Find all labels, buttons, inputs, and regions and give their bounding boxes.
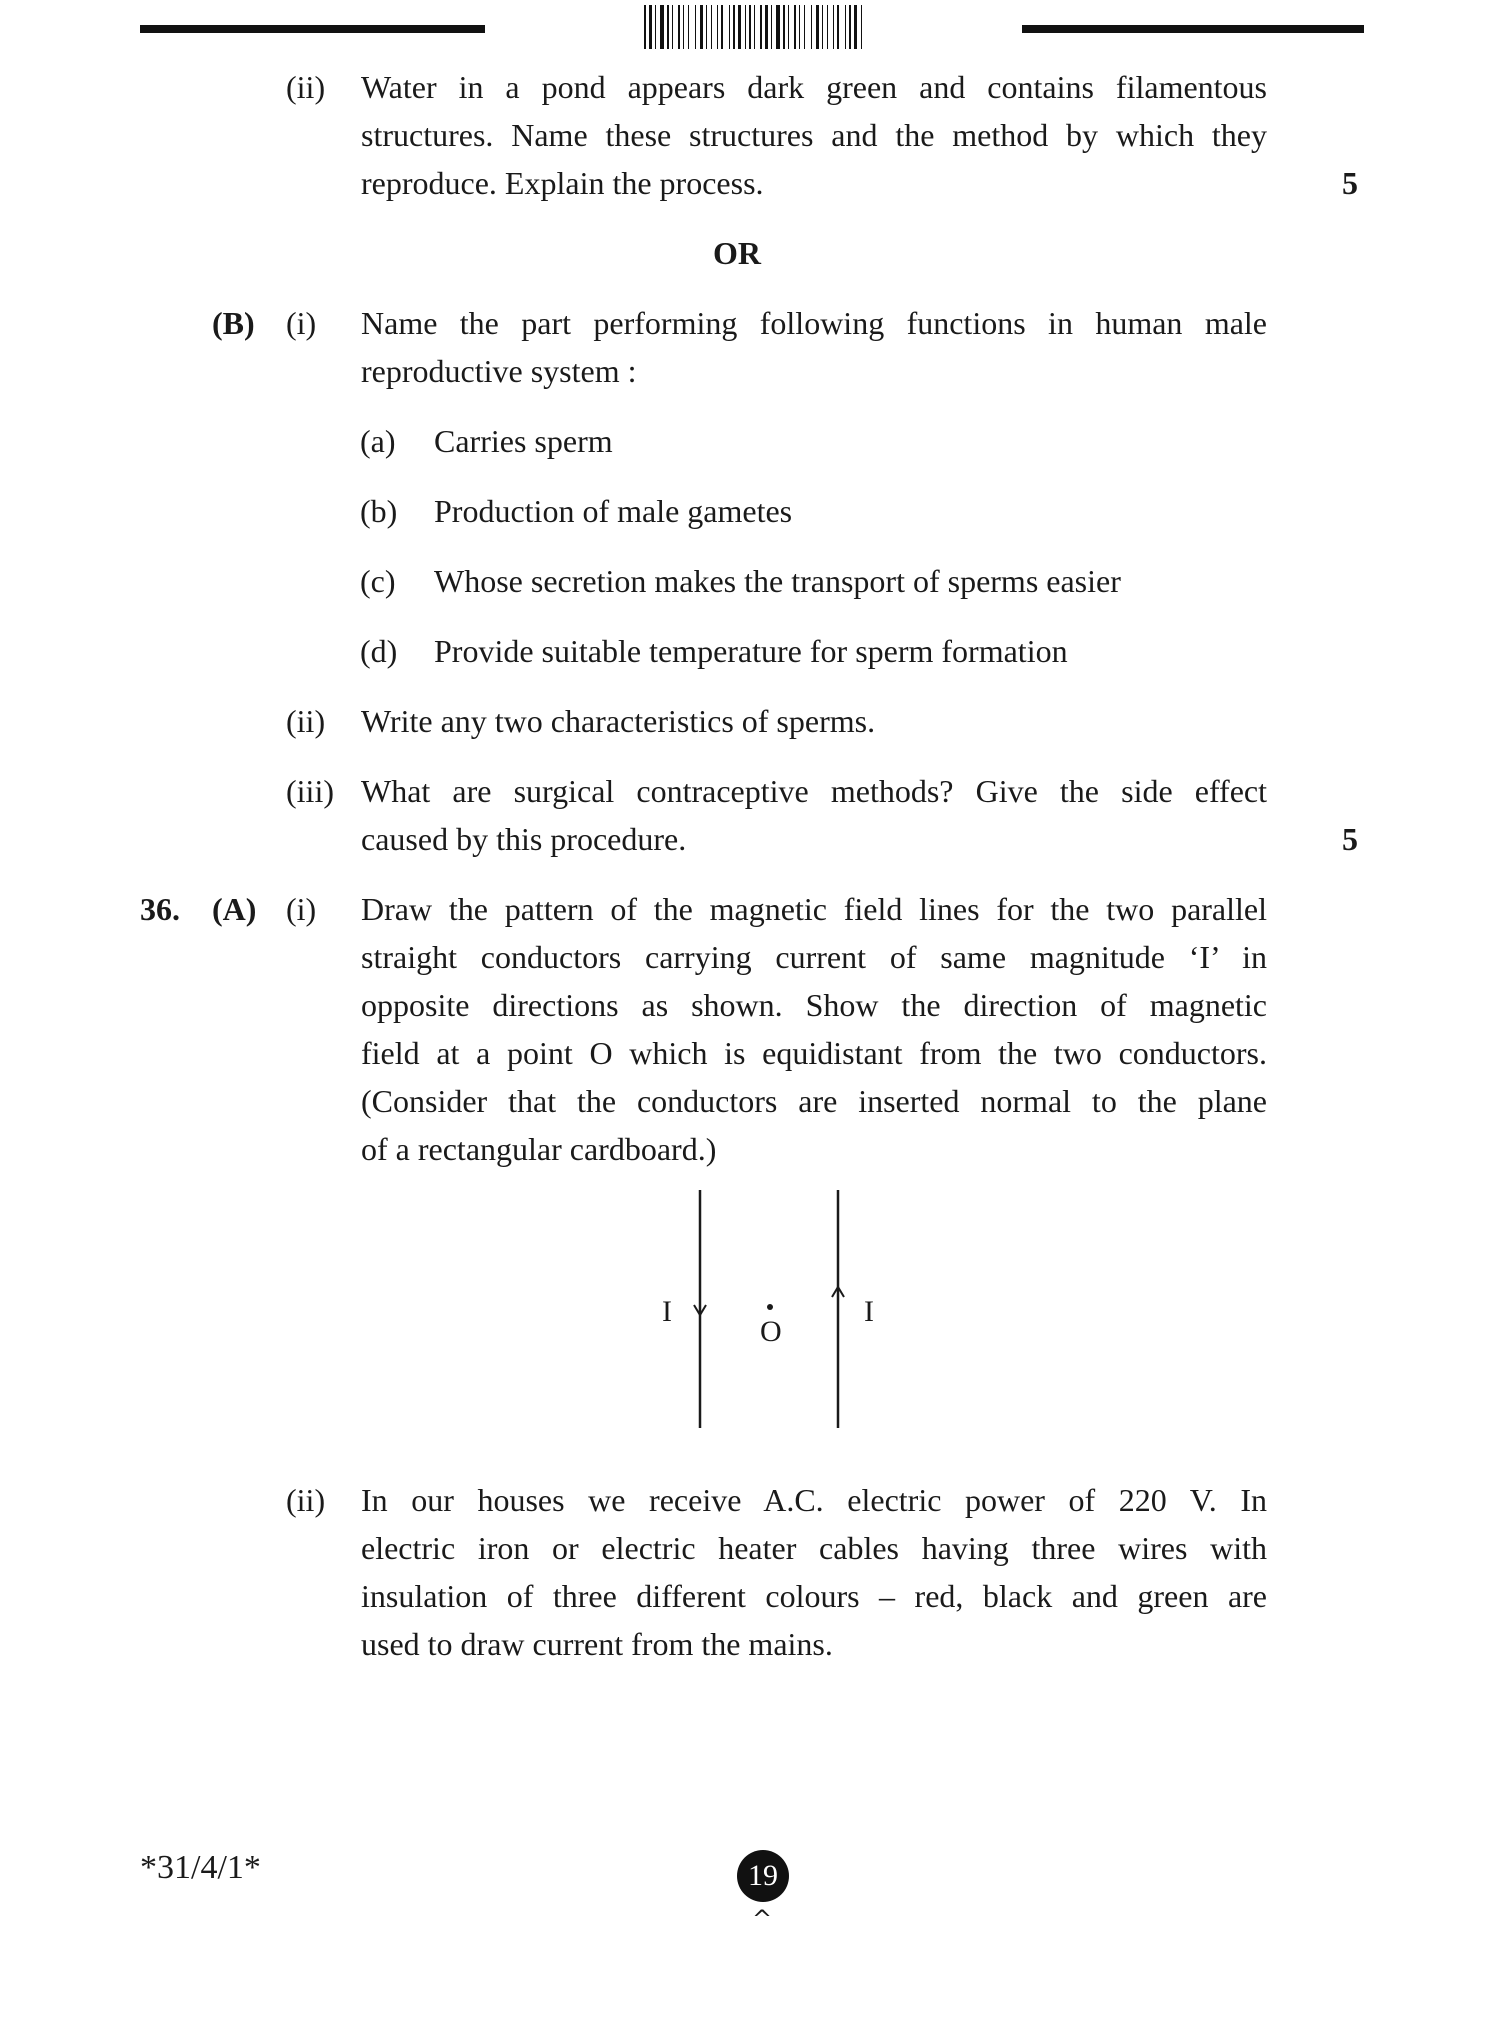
q36-a-label: (A) bbox=[212, 891, 257, 927]
header-rule-right bbox=[1022, 25, 1364, 33]
caret-mark: ^ bbox=[752, 1905, 773, 1933]
q35-b-i-item-c-text: Whose secretion makes the transport of sperms easier bbox=[434, 563, 1121, 599]
q35-b-i-item-a-text: Carries sperm bbox=[434, 423, 613, 459]
q36-a-i-text: Draw the pattern of the magnetic field lines for the two parallel straight conductors carrying current of same magnitude ‘I’ in opposite directions as shown. Show the direction of magnetic field at a point O which is equidistant from the two conductors. (Consider that the conductors are inserted normal to the plane of a rectangular cardboard.) bbox=[361, 891, 1267, 1167]
q35-b-i-item-d-text: Provide suitable temperature for sperm formation bbox=[434, 633, 1068, 669]
q35-b-label: (B) bbox=[212, 305, 255, 341]
q36-a-i-label: (i) bbox=[286, 891, 317, 927]
q35-a-ii-text: Water in a pond appears dark green and contains filamentous structures. Name these structures and the method by which they reproduce. Explain the process. bbox=[361, 69, 1267, 201]
q35-b-iii-text: What are surgical contraceptive methods? Give the side effect caused by this procedure. bbox=[361, 773, 1267, 857]
q36-number: 36. bbox=[140, 891, 180, 927]
q36-a-ii-label: (ii) bbox=[286, 1482, 326, 1518]
point-o-label: O bbox=[760, 1315, 782, 1348]
q35-b-i-item-d-label: (d) bbox=[360, 633, 398, 669]
page-number-badge: 19 bbox=[737, 1850, 789, 1902]
q35-b-iii-label: (iii) bbox=[286, 773, 334, 809]
or-divider: OR bbox=[713, 235, 761, 271]
q35-b-i-label: (i) bbox=[286, 305, 317, 341]
barcode bbox=[642, 5, 866, 49]
q35-b-marks: 5 bbox=[1342, 821, 1358, 857]
q35-b-i-item-b-label: (b) bbox=[360, 493, 398, 529]
paper-code: *31/4/1* bbox=[140, 1849, 261, 1886]
q35-b-i-item-a-label: (a) bbox=[360, 423, 396, 459]
q35-b-i-item-b-text: Production of male gametes bbox=[434, 493, 793, 529]
q35-b-i-text: Name the part performing following functions in human male reproductive system : bbox=[361, 305, 1267, 389]
left-current-label: I bbox=[662, 1295, 672, 1328]
q35-a-ii-label: (ii) bbox=[286, 69, 326, 105]
right-current-label: I bbox=[864, 1295, 874, 1328]
header-rule-left bbox=[140, 25, 485, 33]
q36-a-ii-text: In our houses we receive A.C. electric power of 220 V. In electric iron or electric heater cables having three wires with insulation of three different colours – red, black and green are used to draw current from the mains. bbox=[361, 1482, 1267, 1662]
q35-b-i-item-c-label: (c) bbox=[360, 563, 396, 599]
point-o-dot bbox=[767, 1304, 773, 1310]
conductors-figure bbox=[640, 1185, 880, 1430]
q35-a-marks: 5 bbox=[1342, 165, 1358, 201]
q35-b-ii-label: (ii) bbox=[286, 703, 326, 739]
q35-b-ii-text: Write any two characteristics of sperms. bbox=[361, 703, 876, 739]
